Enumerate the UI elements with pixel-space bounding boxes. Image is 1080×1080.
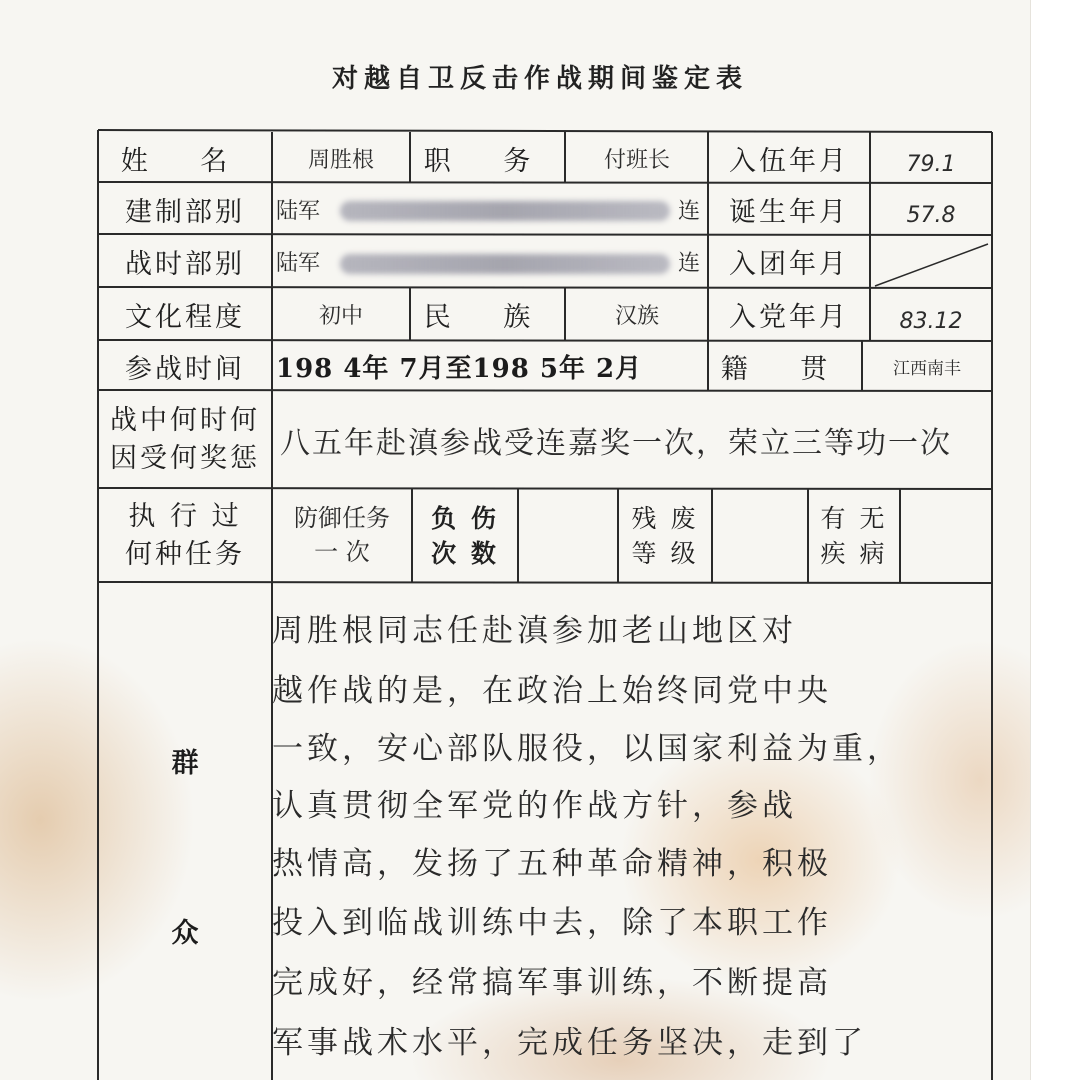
narrative-line-3: 一致，安心部队服役，以国家利益为重，	[272, 731, 902, 767]
award-label	[100, 392, 270, 488]
narrative-line-7: 完成好，经常搞军事训练，不断提高	[272, 965, 832, 1001]
disease-label-line2: 疾 病	[820, 539, 888, 568]
masses-label-1: 群	[171, 747, 199, 779]
enlist-value: 79.1	[906, 151, 956, 177]
wound-label-line1: 负 伤	[431, 504, 499, 533]
narrative-line-4: 认真贯彻全军党的作战方针，参战	[272, 788, 797, 824]
disability-label-line2: 等 级	[631, 539, 699, 568]
masses-label-2: 众	[171, 917, 199, 949]
party-label: 入党年月	[729, 302, 849, 333]
redacted-unit	[340, 201, 670, 221]
narrative-line-8: 军事战术水平，完成任务坚决，走到了	[272, 1025, 867, 1061]
league-label: 入团年月	[729, 249, 849, 280]
task-value-line2: 一 次	[314, 538, 370, 566]
league-value	[872, 236, 990, 287]
award-value: 八五年赴滇参战受连嘉奖一次，荣立三等功一次	[280, 426, 952, 461]
narrative-line-2: 越作战的是，在政治上始终同党中央	[272, 673, 832, 709]
disability-value	[714, 490, 806, 582]
position-label: 职 务	[423, 145, 553, 177]
wartime-unit-value-prefix: 陆军	[276, 251, 321, 276]
redacted-wartime-unit	[340, 254, 670, 274]
narrative-line-6: 投入到临战训练中去，除了本职工作	[272, 905, 832, 941]
task-value	[274, 490, 410, 582]
award-label-line2: 因受何奖惩	[110, 443, 260, 474]
education-value: 初中	[318, 304, 363, 329]
ethnicity-value: 汉族	[614, 304, 659, 329]
education-label: 文化程度	[125, 302, 245, 333]
birth-value: 57.8	[906, 202, 956, 228]
document-title: 对越自卫反击作战期间鉴定表	[331, 64, 748, 94]
unit-value-suffix: 连	[677, 198, 700, 224]
origin-value: 江西南丰	[893, 358, 961, 379]
period-value: 198 4年 7月至198 5年 2月	[276, 353, 643, 384]
wound-label	[414, 490, 516, 582]
enlist-label: 入伍年月	[729, 145, 849, 177]
disease-label-line1: 有 无	[820, 504, 888, 533]
birth-label: 诞生年月	[729, 196, 849, 228]
disease-label	[810, 490, 898, 582]
wartime-unit-value-suffix: 连	[677, 251, 700, 276]
party-value: 83.12	[899, 309, 963, 334]
task-value-line1: 防御任务	[294, 504, 390, 533]
wound-label-line2: 次 数	[431, 539, 499, 568]
name-value: 周胜根	[307, 147, 374, 173]
task-label	[100, 490, 270, 582]
award-label-line1: 战中何时何	[110, 405, 260, 437]
period-label: 参战时间	[125, 353, 245, 385]
origin-label: 籍 贯	[720, 353, 850, 385]
wound-value	[520, 490, 616, 582]
task-label-line2: 何种任务	[125, 539, 245, 570]
narrative-line-1: 周胜根同志任赴滇参加老山地区对	[272, 613, 797, 649]
unit-value-prefix: 陆军	[276, 198, 321, 224]
disability-label-line1: 残 废	[631, 504, 699, 533]
narrative-line-5: 热情高，发扬了五种革命精神，积极	[272, 846, 832, 882]
task-label-line1: 执 行 过	[128, 501, 242, 533]
position-value: 付班长	[603, 147, 670, 173]
disease-value	[902, 490, 990, 582]
ethnicity-label: 民 族	[423, 302, 553, 333]
wartime-unit-label: 战时部别	[125, 249, 245, 280]
unit-label: 建制部别	[125, 196, 245, 228]
disability-label	[620, 490, 710, 582]
name-label: 姓 名	[120, 145, 250, 177]
page-edge	[1030, 0, 1080, 1080]
